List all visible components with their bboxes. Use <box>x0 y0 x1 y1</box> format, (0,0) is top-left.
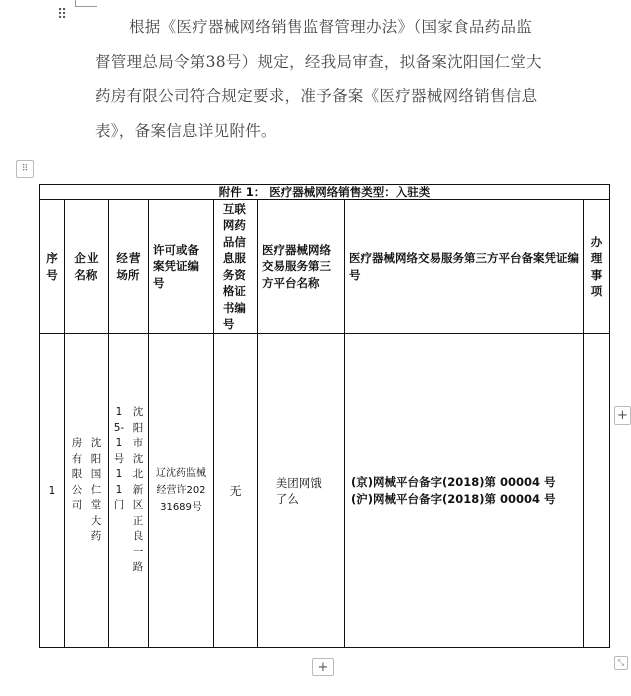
address-line-1: 沈阳市沈北新区正良一路 <box>132 406 144 574</box>
header-license: 许可或备案凭证编号 <box>149 200 214 334</box>
header-platform-name: 医疗器械网络交易服务第三方平台名称 <box>258 200 345 334</box>
page-crop-mark <box>75 0 97 7</box>
add-column-button[interactable]: + <box>614 406 631 425</box>
attachment-table <box>39 184 610 648</box>
table-resize-handle-icon[interactable]: ⤡ <box>614 656 628 670</box>
cell-company <box>65 334 109 648</box>
paragraph-drag-handle-icon[interactable]: ⠿ <box>57 7 66 23</box>
cell-license: 辽沈药监械经营许20231689号 <box>149 334 214 648</box>
table-caption-row <box>40 185 610 200</box>
platform-registration-1: (京)网械平台备字(2018)第 00004 号 <box>351 474 556 489</box>
header-platform-registration: 医疗器械网络交易服务第三方平台备案凭证编号 <box>345 200 584 334</box>
cell-internet-license: 无 <box>214 334 258 648</box>
add-row-button[interactable]: + <box>312 658 334 676</box>
header-seq: 序号 <box>40 200 65 334</box>
company-line-1: 沈阳国仁堂大药 <box>90 437 102 543</box>
header-internet-license: 互联网药品信息服务资格证书编号 <box>214 200 258 334</box>
header-matter: 办理事项 <box>584 200 610 334</box>
cell-address <box>109 334 149 648</box>
cell-platform-registration <box>345 334 584 648</box>
table-caption: 附件 1： 医疗器械网络销售类型：入驻类 <box>40 185 610 200</box>
cell-platform-name: 美团网饿了么 <box>258 334 345 648</box>
company-line-2: 房有限公司 <box>71 437 83 512</box>
table-row <box>40 334 610 648</box>
table-header-row <box>40 200 610 334</box>
cell-matter <box>584 334 610 648</box>
header-company: 企业名称 <box>65 200 109 334</box>
platform-registration-2: (沪)网械平台备字(2018)第 00004 号 <box>351 491 556 506</box>
header-address: 经营场所 <box>109 200 149 334</box>
table-move-handle-icon[interactable]: ⠿ <box>16 160 34 178</box>
body-paragraph: 根据《医疗器械网络销售监督管理办法》（国家食品药品监督管理总局令第38号）规定，经我局审查，拟备案沈阳国仁堂大药房有限公司符合规定要求，准予备案《医疗器械网络销售信息表》，备案信息详见附件。 <box>95 18 542 140</box>
address-line-2: 15-1号11门 <box>113 406 125 512</box>
cell-seq: 1 <box>40 334 65 648</box>
